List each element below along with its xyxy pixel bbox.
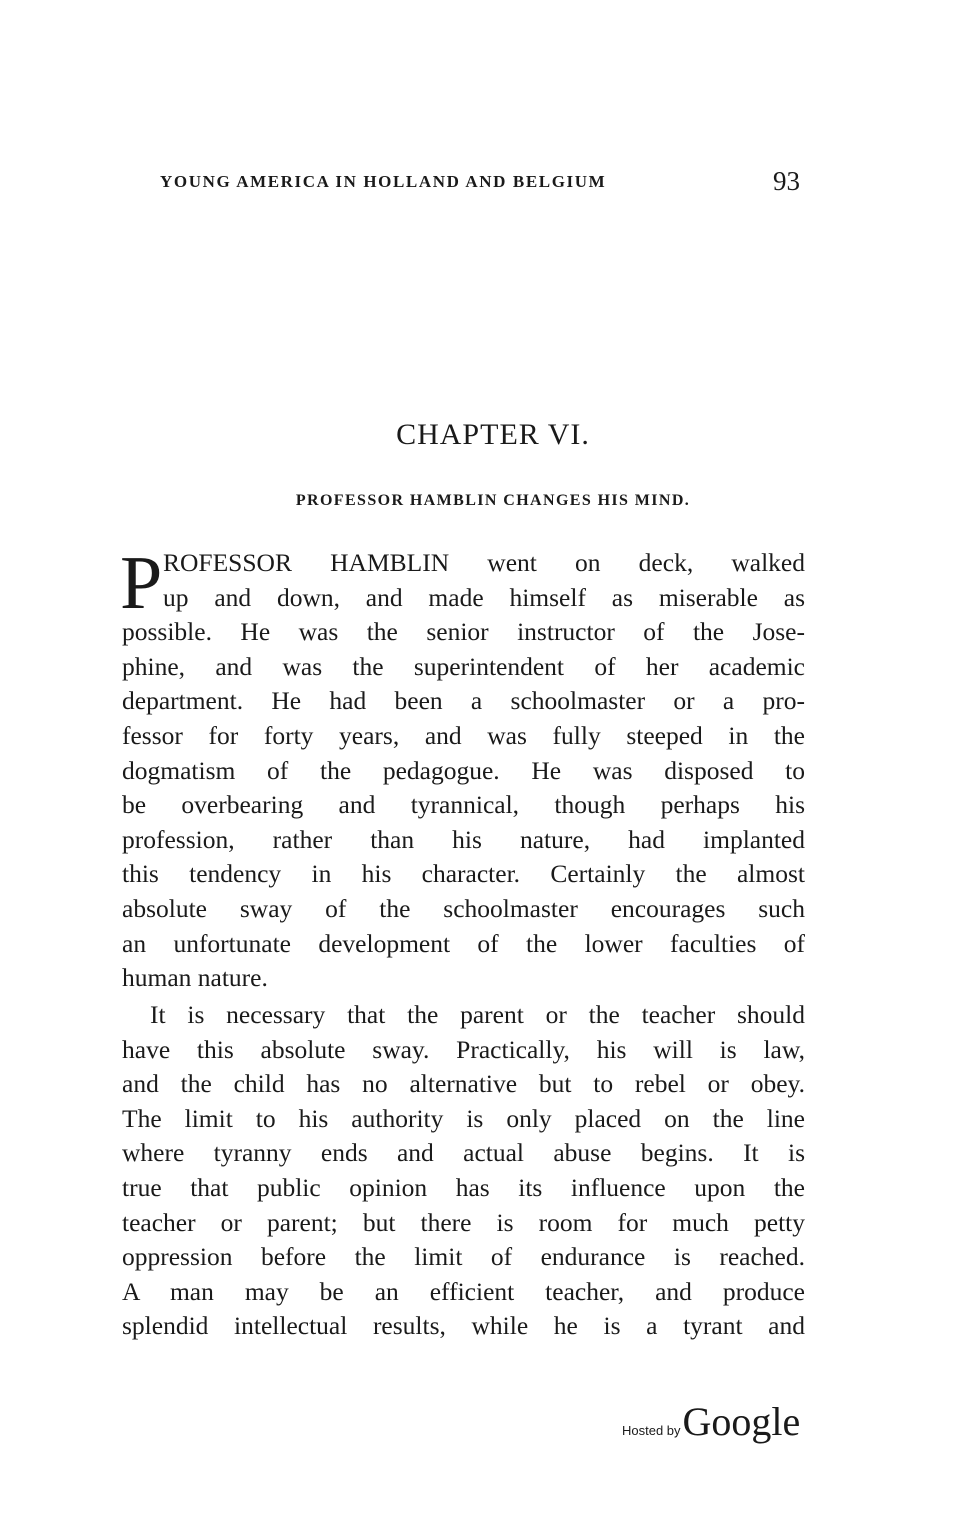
text-line: It is necessary that the parent or the teacher should (150, 1000, 805, 1029)
page-number: 93 (773, 166, 800, 196)
text-line: true that public opinion has its influence upon the (122, 1173, 805, 1202)
text-line: absolute sway of the schoolmaster encourages such (122, 894, 805, 923)
text-line: possible. He was the senior instructor of the Jose- (122, 617, 805, 647)
text-line: phine, and was the superintendent of her academic (122, 651, 805, 681)
text-line: department. He had been a schoolmaster or a pro- (122, 686, 805, 716)
text-line: ROFESSOR HAMBLIN went on deck, walked (163, 548, 805, 577)
text-line: human nature. (122, 963, 268, 993)
text-line: profession, rather than his nature, had implanted (122, 824, 805, 854)
text-line: and the child has no alternative but to rebel or obey. (122, 1069, 805, 1099)
text-line: A man may be an efficient teacher, and produce (122, 1276, 805, 1306)
running-header: YOUNG AMERICA IN HOLLAND AND BELGIUM (160, 172, 607, 191)
text-line: dogmatism of the pedagogue. He was disposed to (122, 755, 805, 785)
text-line: splendid intellectual results, while he is a tyrant and (122, 1311, 805, 1341)
text-line: up and down, and made himself as miserable as (163, 582, 805, 612)
drop-cap: P (120, 541, 163, 625)
text-line: where tyranny ends and actual abuse begins. It is (122, 1138, 805, 1168)
text-line: oppression before the limit of endurance is reached. (122, 1242, 805, 1272)
chapter-subtitle: PROFESSOR HAMBLIN CHANGES HIS MIND. (295, 492, 691, 509)
hosted-by-google-watermark (622, 1398, 800, 1445)
chapter-title: CHAPTER VI. (396, 418, 590, 451)
text-line: this tendency in his character. Certainly the almost (122, 859, 805, 889)
text-line: The limit to his authority is only placed on the line (122, 1103, 805, 1133)
hosted-by-label: Hosted by (622, 1423, 681, 1438)
text-line: fessor for forty years, and was fully steeped in the (122, 721, 805, 750)
text-line: be overbearing and tyrannical, though perhaps his (122, 790, 805, 820)
google-logo: Google (682, 1399, 801, 1444)
text-line: have this absolute sway. Practically, his will is law, (122, 1034, 805, 1064)
text-line: an unfortunate development of the lower faculties of (122, 928, 805, 958)
text-line: teacher or parent; but there is room for much petty (122, 1207, 805, 1237)
